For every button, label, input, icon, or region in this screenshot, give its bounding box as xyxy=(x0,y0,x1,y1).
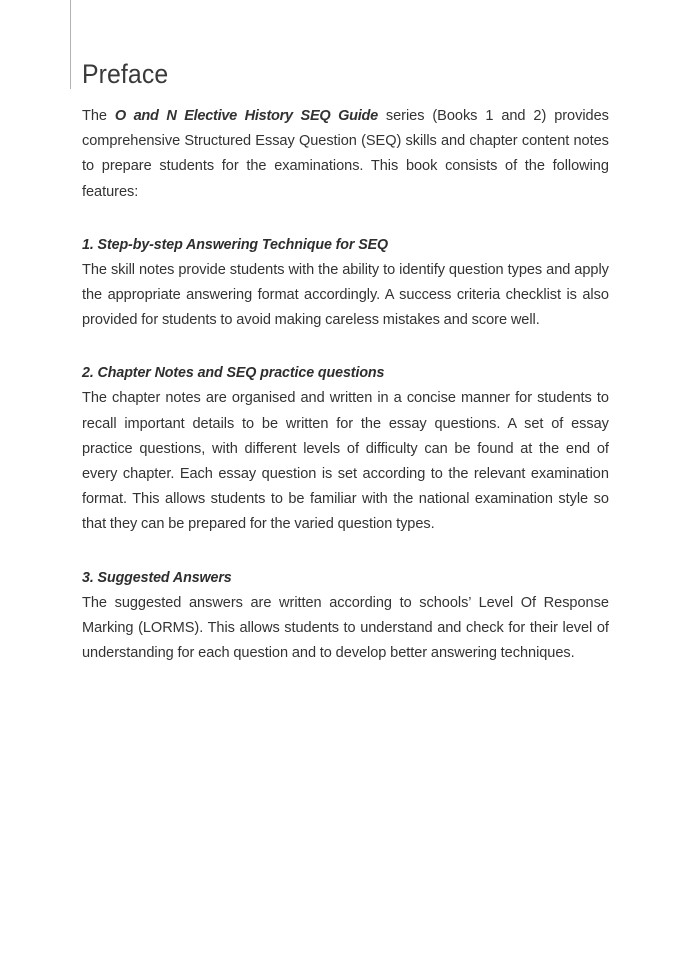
body-text-block xyxy=(82,103,628,665)
section-3-body: The suggested answers are written according to schools’ Level Of Response Marking (LORMS). This allows students to understand and check for their level of understanding for each question and to develop better answering techniques. xyxy=(82,593,609,662)
section-2 xyxy=(82,360,628,536)
left-margin-rule xyxy=(70,0,71,89)
page-title: Preface xyxy=(82,59,169,89)
section-1-body: The skill notes provide students with the ability to identify question types and apply the appropriate answering format accordingly. A success criteria checklist is also provided for students to avoid making careless mistakes and score well. xyxy=(82,260,609,329)
section-1-heading: 1. Step-by-step Answering Technique for SEQ xyxy=(82,235,389,253)
section-1 xyxy=(82,232,628,333)
paragraph-spacer xyxy=(82,204,628,232)
section-3 xyxy=(82,565,628,666)
section-3-heading: 3. Suggested Answers xyxy=(82,568,232,586)
section-2-heading: 2. Chapter Notes and SEQ practice questions xyxy=(82,364,385,382)
intro-lead-after: series (Books 1 and 2) provides comprehensive Structured Essay Question (SEQ) skills and chapter content notes to prepare students for the examinations. This book consists of the following features: xyxy=(82,107,609,200)
intro-lead-before: The xyxy=(82,107,115,124)
paragraph-spacer xyxy=(82,332,628,360)
section-2-body: The chapter notes are organised and written in a concise manner for students to recall important details to be written for the essay questions. A set of essay practice questions, with different levels of difficulty can be found at the end of every chapter. Each essay question is set according to the relevant examination format. This allows students to be familiar with the national examination style so that they can be prepared for the varied question types. xyxy=(82,389,609,533)
book-series-title: O and N Elective History SEQ Guide xyxy=(114,107,378,124)
intro-paragraph xyxy=(82,103,609,204)
paragraph-spacer xyxy=(82,537,628,565)
